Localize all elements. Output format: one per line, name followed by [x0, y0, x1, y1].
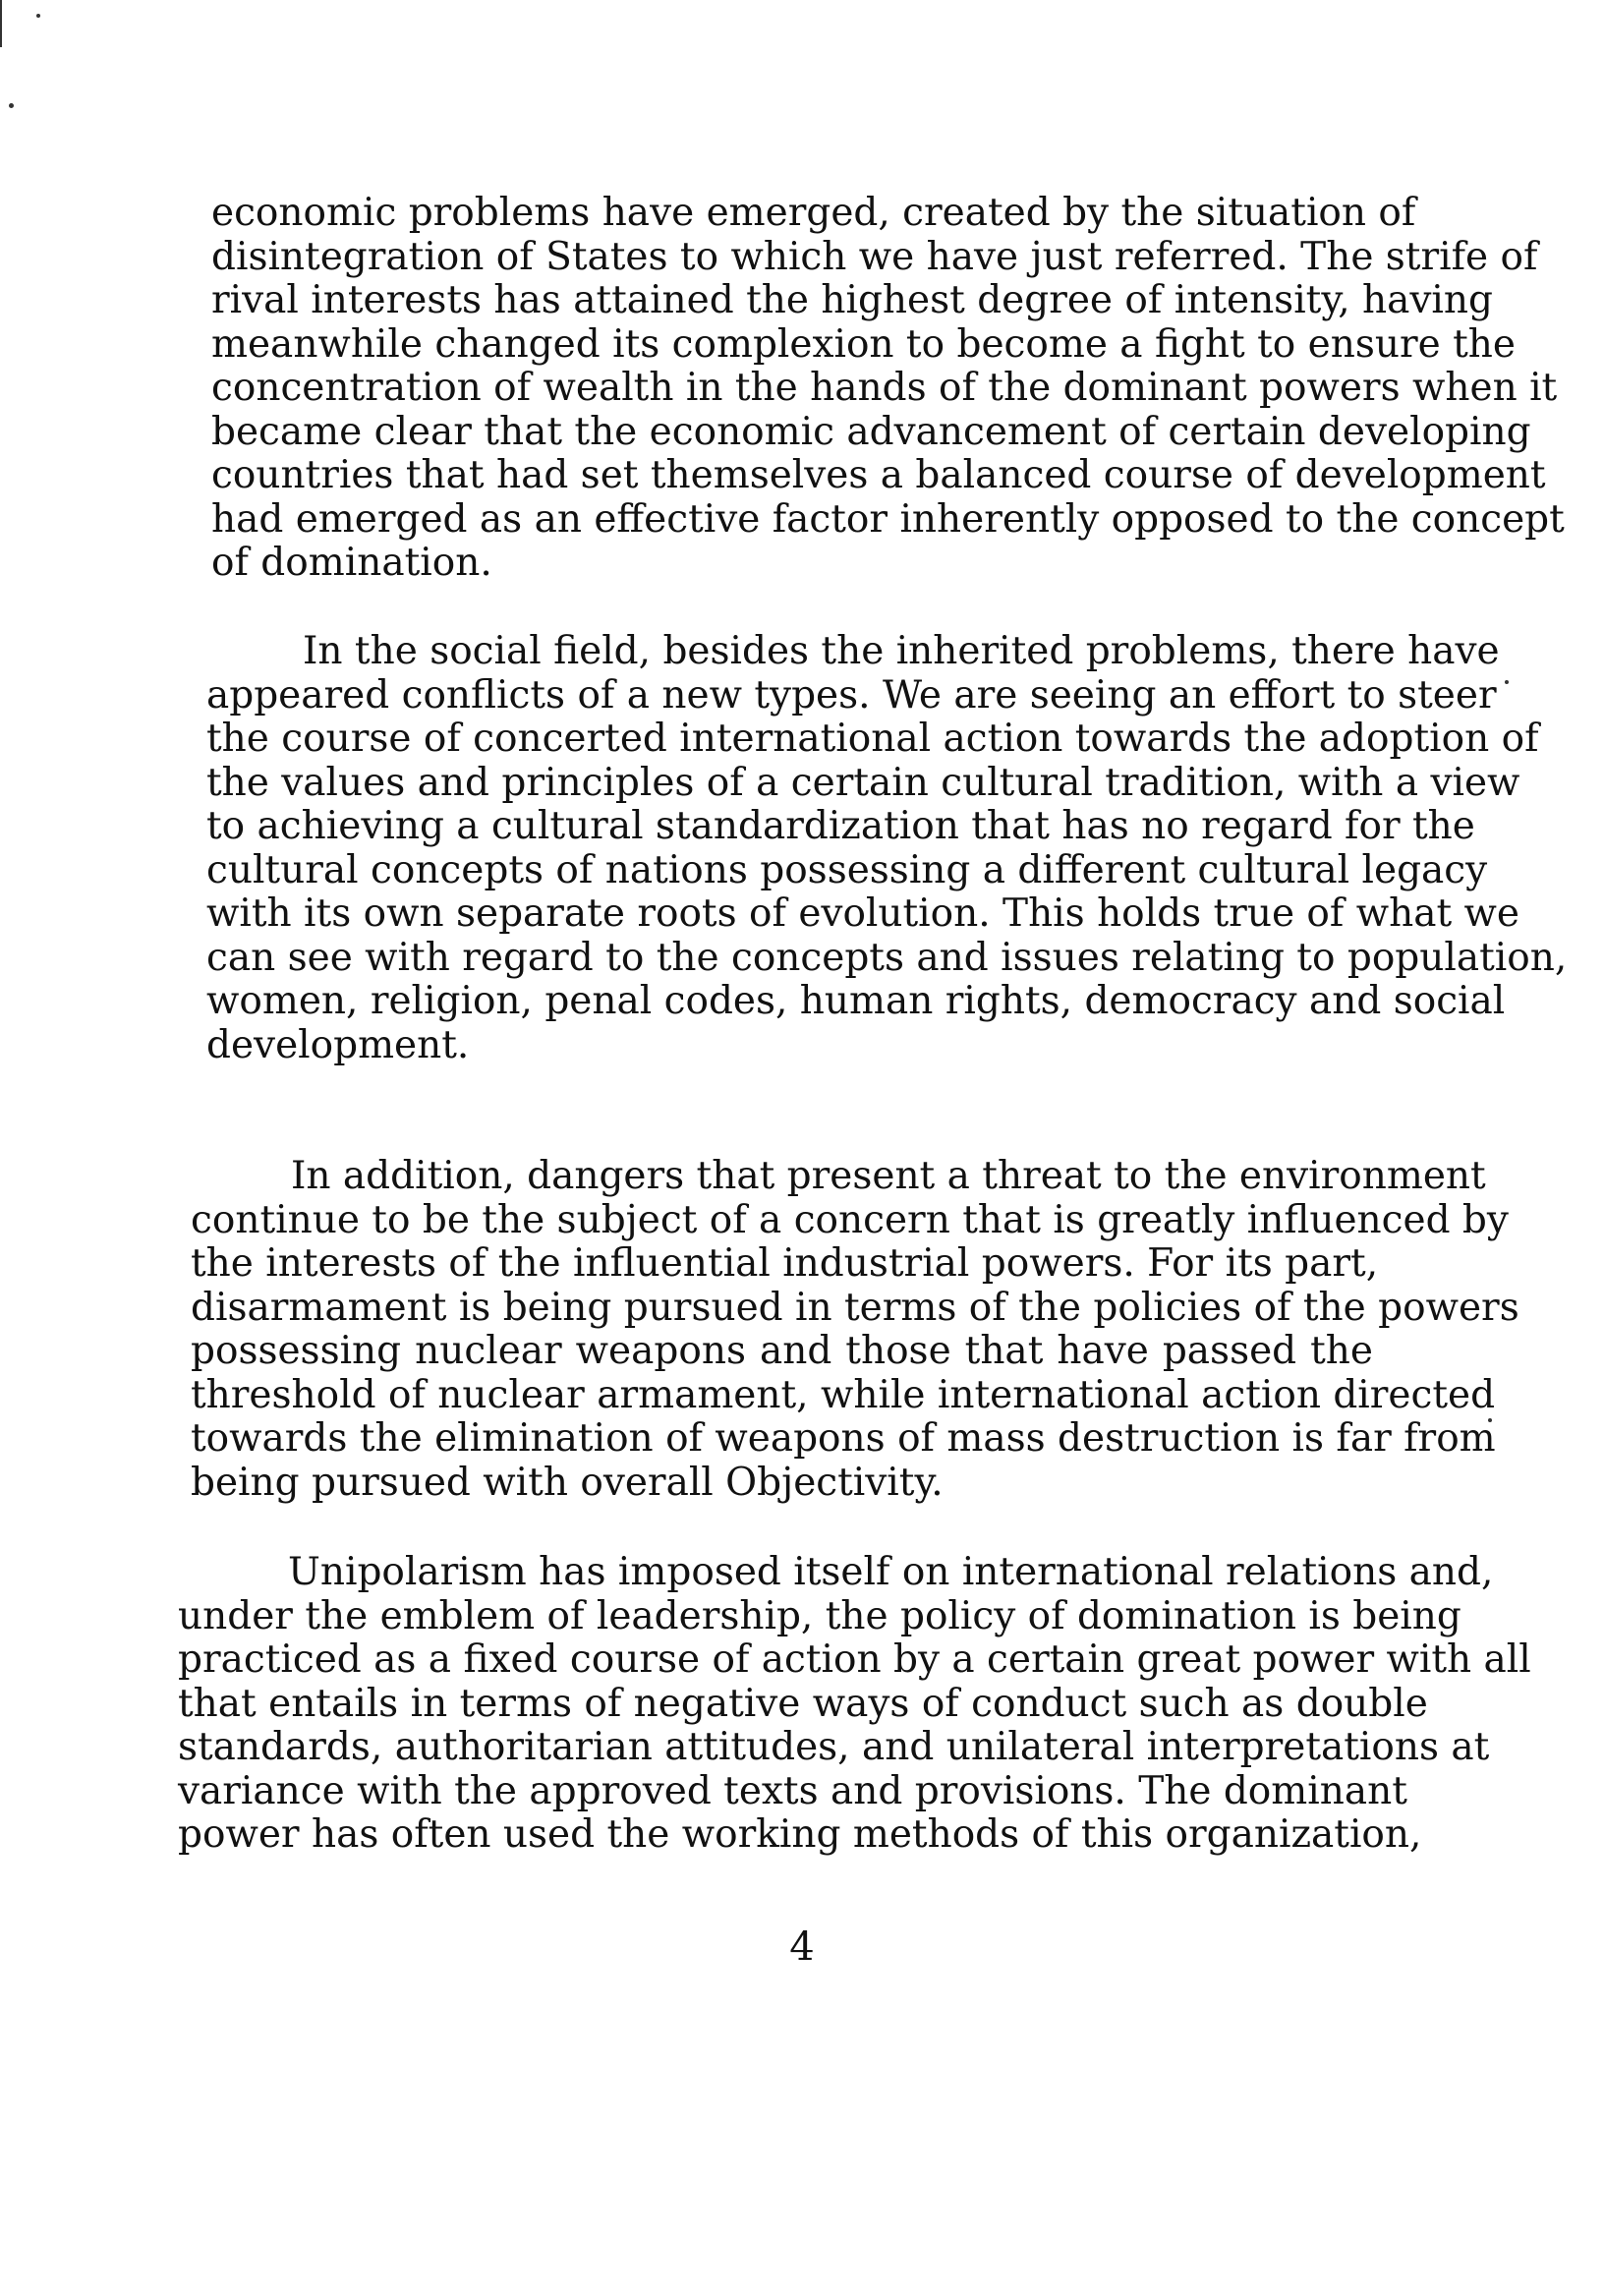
text-line: the interests of the influential industrial powers. For its part,: [191, 1241, 1379, 1286]
text-line: under the emblem of leadership, the policy of domination is being: [178, 1593, 1461, 1638]
text-line: women, religion, penal codes, human rights, democracy and social: [206, 979, 1506, 1023]
text-line: continue to be the subject of a concern that is greatly influenced by: [191, 1197, 1509, 1242]
text-line: threshold of nuclear armament, while international action directed: [191, 1372, 1496, 1417]
text-line: rival interests has attained the highest degree of intensity, having: [211, 278, 1493, 322]
text-line: In addition, dangers that present a threat to the environment: [291, 1154, 1486, 1198]
text-line: of domination.: [211, 541, 492, 585]
text-line: cultural concepts of nations possessing a different cultural legacy: [206, 847, 1488, 892]
text-line: the values and principles of a certain cultural tradition, with a view: [206, 760, 1520, 805]
text-line: towards the elimination of weapons of mass destruction is far from: [191, 1416, 1496, 1461]
text-line: the course of concerted international action towards the adoption of: [206, 717, 1539, 761]
text-line: had emerged as an effective factor inherently opposed to the concept: [211, 496, 1565, 542]
text-line: development.: [206, 1022, 470, 1067]
text-line: economic problems have emerged, created by the situation of: [211, 191, 1416, 235]
page-number: 4: [789, 1924, 815, 1970]
paragraph-social-field: [206, 629, 1568, 1067]
text-line: with its own separate roots of evolution. This holds true of what we: [206, 891, 1520, 936]
text-line: to achieving a cultural standardization that has no regard for the: [206, 804, 1475, 848]
text-line: disintegration of States to which we have just referred. The strife of: [211, 234, 1538, 279]
text-line: variance with the approved texts and provisions. The dominant: [178, 1768, 1407, 1813]
text-line: disarmament is being pursued in terms of the policies of the powers: [191, 1285, 1519, 1330]
text-line: can see with regard to the concepts and issues relating to population,: [206, 935, 1568, 980]
text-line: appeared conflicts of a new types. We are seeing an effort to steer: [206, 672, 1497, 718]
text-line: that entails in terms of negative ways of conduct such as double: [178, 1681, 1428, 1726]
paragraph-unipolarism: [178, 1550, 1531, 1858]
text-line: power has often used the working methods of this organization,: [178, 1812, 1422, 1857]
text-line: meanwhile changed its complexion to become a fight to ensure the: [211, 321, 1516, 367]
text-line: being pursued with overall Objectivity.: [191, 1460, 944, 1505]
text-line: became clear that the economic advancement of certain developing: [211, 409, 1531, 454]
text-line: possessing nuclear weapons and those that have passed the: [191, 1329, 1373, 1373]
text-line: concentration of wealth in the hands of the dominant powers when it: [211, 366, 1558, 410]
text-line: In the social field, besides the inherited problems, there have: [303, 629, 1500, 673]
text-line: countries that had set themselves a balanced course of development: [211, 453, 1546, 497]
text-line: Unipolarism has imposed itself on international relations and,: [288, 1550, 1494, 1594]
text-line: practiced as a fixed course of action by a certain great power with all: [178, 1637, 1531, 1682]
text-line: standards, authoritarian attitudes, and unilateral interpretations at: [178, 1725, 1490, 1769]
paragraph-environment: [191, 1154, 1519, 1505]
paragraph-economic-problems: [211, 191, 1565, 586]
